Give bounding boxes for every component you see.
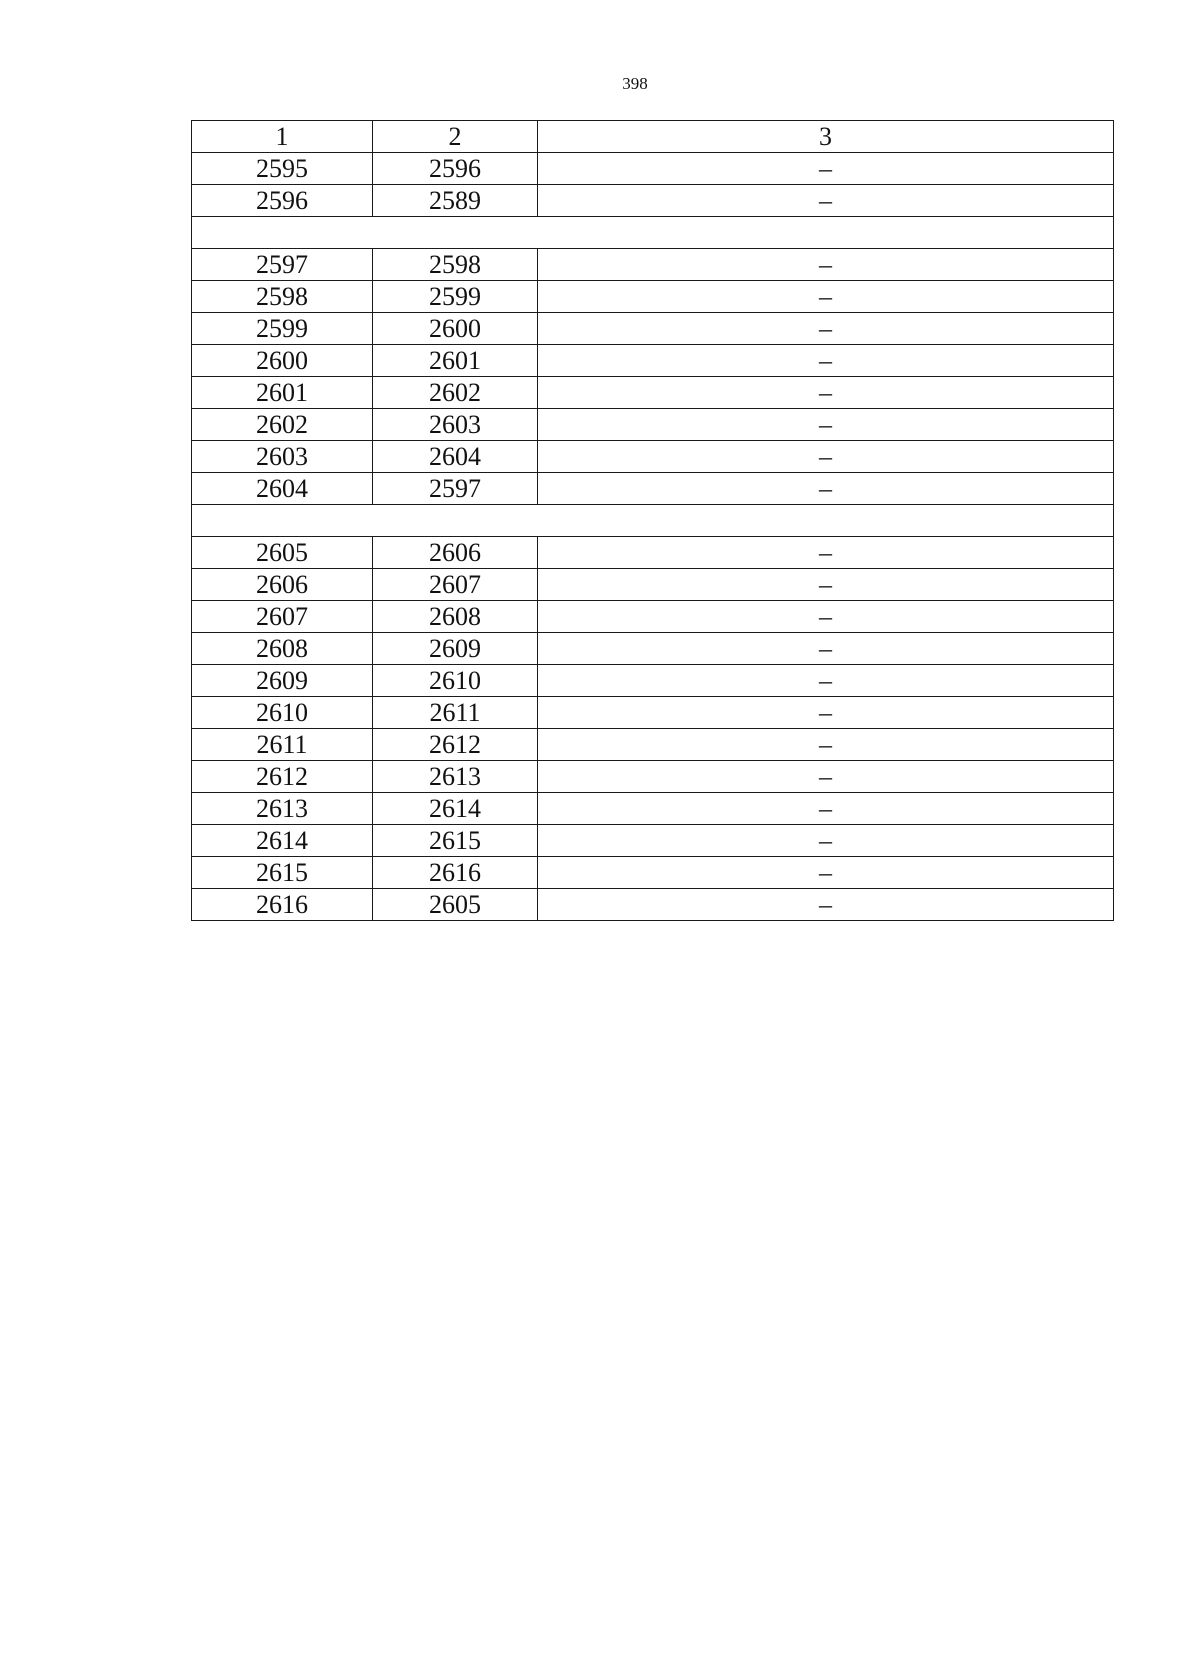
table-cell-col-1: 2599 (192, 313, 373, 345)
table-row (192, 569, 1114, 601)
table-cell-col-1: 2610 (192, 697, 373, 729)
group-separator-cell (192, 217, 1114, 249)
table-cell-col-1: 2602 (192, 409, 373, 441)
table-cell-col-2: 2596 (373, 153, 538, 185)
table-cell-col-2: 2601 (373, 345, 538, 377)
data-table (191, 120, 1114, 921)
table-cell-col-3: – (538, 889, 1114, 921)
table-cell-col-2: 2600 (373, 313, 538, 345)
table-cell-col-3: – (538, 697, 1114, 729)
table-cell-col-1: 2601 (192, 377, 373, 409)
group-separator-row (192, 217, 1114, 249)
table-row (192, 441, 1114, 473)
table-cell-col-3: – (538, 441, 1114, 473)
table-cell-col-1: 2595 (192, 153, 373, 185)
table-cell-col-1: 2597 (192, 249, 373, 281)
table-cell-col-2: 2602 (373, 377, 538, 409)
table-cell-col-1: 2605 (192, 537, 373, 569)
table-row (192, 857, 1114, 889)
table-cell-col-3: – (538, 345, 1114, 377)
table-cell-col-3: – (538, 761, 1114, 793)
table-cell-col-2: 2616 (373, 857, 538, 889)
table-row (192, 665, 1114, 697)
table-cell-col-1: 2613 (192, 793, 373, 825)
table-row (192, 313, 1114, 345)
table-cell-col-1: 2616 (192, 889, 373, 921)
table-row (192, 377, 1114, 409)
table-cell-col-3: – (538, 729, 1114, 761)
table-cell-col-2: 2603 (373, 409, 538, 441)
table-cell-col-1: 2611 (192, 729, 373, 761)
table-row (192, 409, 1114, 441)
table-row (192, 345, 1114, 377)
table-cell-col-1: 2609 (192, 665, 373, 697)
table-cell-col-1: 2612 (192, 761, 373, 793)
table-cell-col-2: 2609 (373, 633, 538, 665)
table-cell-col-1: 2608 (192, 633, 373, 665)
table-row (192, 185, 1114, 217)
table-cell-col-3: – (538, 473, 1114, 505)
table-cell-col-3: – (538, 377, 1114, 409)
table-cell-col-2: 2611 (373, 697, 538, 729)
table-cell-col-2: 2599 (373, 281, 538, 313)
table-row (192, 793, 1114, 825)
table-row (192, 473, 1114, 505)
table-row (192, 281, 1114, 313)
table-row (192, 537, 1114, 569)
table-header-row (192, 121, 1114, 153)
table-cell-col-3: – (538, 153, 1114, 185)
table-cell-col-2: 2608 (373, 601, 538, 633)
table-row (192, 601, 1114, 633)
table-body (192, 121, 1114, 921)
table-row (192, 825, 1114, 857)
table-cell-col-1: 2603 (192, 441, 373, 473)
table-cell-col-1: 2600 (192, 345, 373, 377)
table-cell-col-1: 2615 (192, 857, 373, 889)
table-cell-col-3: – (538, 857, 1114, 889)
table-cell-col-1: 2596 (192, 185, 373, 217)
table-cell-col-3: – (538, 569, 1114, 601)
table-cell-col-3: – (538, 825, 1114, 857)
table-cell-col-1: 2607 (192, 601, 373, 633)
table-cell-col-3: – (538, 665, 1114, 697)
table-cell-col-1: 2598 (192, 281, 373, 313)
table-cell-col-3: – (538, 249, 1114, 281)
table-cell-col-2: 2589 (373, 185, 538, 217)
table-row (192, 633, 1114, 665)
table-cell-col-3: – (538, 409, 1114, 441)
group-separator-row (192, 505, 1114, 537)
table-cell-col-1: 2606 (192, 569, 373, 601)
table-cell-col-1: 2604 (192, 473, 373, 505)
table-cell-col-2: 2606 (373, 537, 538, 569)
table-cell-col-2: 2597 (373, 473, 538, 505)
header-cell-2: 2 (373, 121, 538, 153)
table-cell-col-2: 2613 (373, 761, 538, 793)
table-cell-col-2: 2607 (373, 569, 538, 601)
table-cell-col-2: 2615 (373, 825, 538, 857)
table-row (192, 249, 1114, 281)
table-cell-col-2: 2610 (373, 665, 538, 697)
page-number: 398 (622, 74, 648, 93)
table-row (192, 153, 1114, 185)
table-cell-col-1: 2614 (192, 825, 373, 857)
table-cell-col-3: – (538, 601, 1114, 633)
group-separator-cell (192, 505, 1114, 537)
header-cell-3: 3 (538, 121, 1114, 153)
table-cell-col-3: – (538, 281, 1114, 313)
table-cell-col-3: – (538, 537, 1114, 569)
table-row (192, 729, 1114, 761)
table-cell-col-2: 2605 (373, 889, 538, 921)
table-row (192, 761, 1114, 793)
table-cell-col-2: 2598 (373, 249, 538, 281)
table-cell-col-2: 2614 (373, 793, 538, 825)
table-row (192, 697, 1114, 729)
table-cell-col-3: – (538, 793, 1114, 825)
table-cell-col-2: 2604 (373, 441, 538, 473)
table-row (192, 889, 1114, 921)
table-cell-col-3: – (538, 633, 1114, 665)
table-cell-col-3: – (538, 313, 1114, 345)
table-cell-col-2: 2612 (373, 729, 538, 761)
table-cell-col-3: – (538, 185, 1114, 217)
header-cell-1: 1 (192, 121, 373, 153)
